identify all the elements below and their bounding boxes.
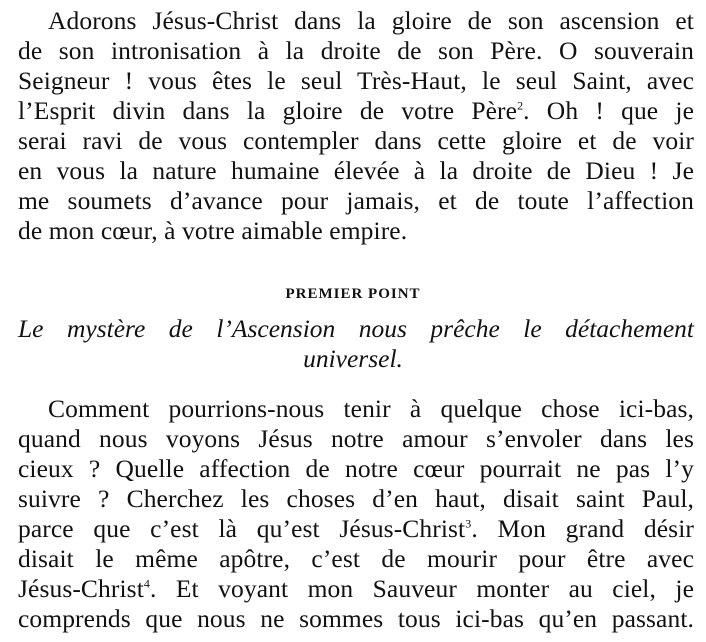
paragraph1-line-4-tail: . Oh ! que je <box>523 96 694 125</box>
footnote-marker-4: 4 <box>143 576 150 591</box>
paragraph1-line-8: de mon cœur, à votre aimable empire. <box>18 216 408 245</box>
footnote-marker-3: 3 <box>465 516 472 531</box>
section-subtitle-line-2: universel. <box>303 344 403 373</box>
paragraph2-line-4: suivre ? Cherchez les choses d’en haut, disait saint Paul, <box>18 484 694 513</box>
paragraph2-line-6: disait le même apôtre, c’est de mourir pour être avec <box>18 544 694 573</box>
paragraph1-line-5: serai ravi de vous contempler dans cette gloire et de voir <box>18 126 694 155</box>
paragraph2-line-2: quand nous voyons Jésus notre amour s’envoler dans les <box>18 424 694 453</box>
paragraph2-line-5 <box>18 514 694 544</box>
paragraph2-line-1: Comment pourrions-nous tenir à quelque chose ici-bas, <box>48 394 694 423</box>
paragraph2-line-7-tail: . Et voyant mon Sauveur monter au ciel, je <box>149 574 694 603</box>
paragraph2-line-3: cieux ? Quelle affection de notre cœur pourrait ne pas l’y <box>18 454 694 483</box>
paragraph1-line-1: Adorons Jésus-Christ dans la gloire de son ascension et <box>48 6 694 35</box>
paragraph1-line-4-text: l’Esprit divin dans la gloire de votre Père <box>18 96 518 125</box>
paragraph1-line-4 <box>18 96 694 126</box>
paragraph1-line-2: de son intronisation à la droite de son Père. O souverain <box>18 36 694 65</box>
paragraph2-line-8: comprends que nous ne sommes tous ici-bas qu’en passant. <box>18 604 694 633</box>
section-subtitle-line-1: Le mystère de l’Ascension nous prêche le détachement <box>18 314 694 343</box>
paragraph1-line-6: en vous la nature humaine élevée à la droite de Dieu ! Je <box>18 156 694 185</box>
paragraph2-line-7-text: Jésus-Christ <box>18 574 144 603</box>
paragraph2-line-5-text: parce que c’est là qu’est Jésus-Christ <box>18 514 466 543</box>
paragraph1-line-3: Seigneur ! vous êtes le seul Très-Haut, le seul Saint, avec <box>18 66 694 95</box>
section-heading: PREMIER POINT <box>285 286 421 302</box>
paragraph1-line-7: me soumets d’avance pour jamais, et de toute l’affection <box>18 186 694 215</box>
paragraph2-line-5-tail: . Mon grand désir <box>471 514 694 543</box>
footnote-marker-2: 2 <box>517 98 524 113</box>
paragraph2-line-7 <box>18 574 694 604</box>
